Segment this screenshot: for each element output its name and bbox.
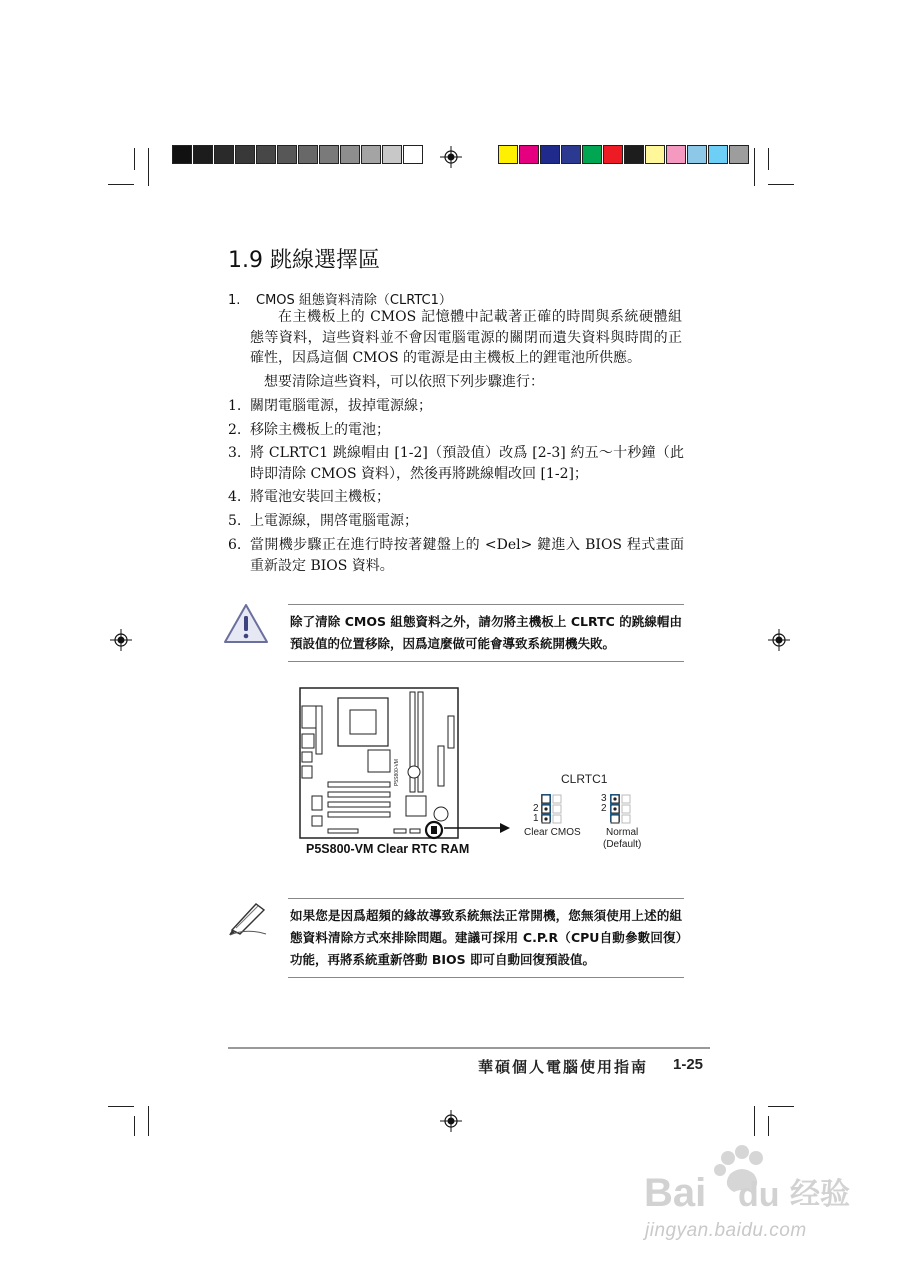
- step-item: [228, 487, 684, 508]
- step-item: [228, 443, 684, 484]
- svg-text:经验: 经验: [790, 1177, 850, 1212]
- pin-label: 1: [533, 813, 539, 824]
- jumper-pin-ghost: [622, 795, 630, 803]
- jumper-pin-ghost: [553, 815, 561, 823]
- swatch: [256, 145, 276, 164]
- step-item: [228, 396, 684, 417]
- crop-mark: [148, 1106, 149, 1136]
- footer-rule: [228, 1047, 710, 1049]
- gray-swatch-strip: [172, 145, 424, 164]
- pin-label: 3: [601, 793, 607, 804]
- step-text: 移除主機板上的電池；: [250, 422, 390, 438]
- jumper-pin: [542, 795, 550, 803]
- pci-slot: [328, 792, 390, 797]
- jumper-pin-ghost: [553, 795, 561, 803]
- step-text: 當開機步驟正在進行時按著鍵盤上的 <Del> 鍵進入 BIOS 程式畫面重新設定 BIOS 資料。: [250, 537, 684, 574]
- crop-mark: [754, 1106, 755, 1136]
- jumper-mini: [431, 826, 437, 834]
- crop-mark: [108, 1106, 134, 1107]
- jumper-pin-dot: [544, 817, 547, 820]
- swatch: [235, 145, 255, 164]
- battery: [434, 807, 448, 821]
- swatch: [382, 145, 402, 164]
- swatch: [708, 145, 728, 164]
- step-item: [228, 420, 684, 441]
- jumper-pin-dot: [613, 807, 616, 810]
- item-number: 1.: [228, 293, 241, 308]
- paragraph-text: 在主機板上的 CMOS 記憶體中記載著正確的時間與系統硬體組態等資料，這些資料並不會因電腦電源的關閉而遺失資料與時間的正確性，因爲這個 CMOS 的電源是由主機板上的鋰電池所供應。: [250, 309, 682, 366]
- board-mark-text: P5S800-VM: [394, 759, 400, 786]
- step-number: 5.: [228, 513, 242, 529]
- io-port: [302, 752, 312, 762]
- swatch: [666, 145, 686, 164]
- io-port: [302, 734, 314, 748]
- slot-bracket: [312, 816, 322, 826]
- registration-mark-icon: [440, 146, 462, 168]
- step-text: 關閉電腦電源，拔掉電源線；: [250, 398, 432, 414]
- section-title: 1.9 跳線選擇區: [228, 248, 380, 273]
- crop-mark: [768, 1106, 794, 1107]
- registration-mark-icon: [440, 1110, 462, 1132]
- step-item: [228, 511, 684, 532]
- pci-slot: [328, 812, 390, 817]
- pin-label: 2: [601, 803, 607, 814]
- paragraph-intro: [250, 307, 682, 369]
- swatch: [498, 145, 518, 164]
- swatch: [729, 145, 749, 164]
- warning-callout: [288, 604, 684, 662]
- slot-bracket: [312, 796, 322, 810]
- crop-mark: [768, 148, 769, 170]
- header: [410, 829, 420, 833]
- crop-mark: [768, 1116, 769, 1136]
- registration-mark-icon: [110, 629, 132, 651]
- battery: [408, 766, 420, 778]
- color-swatch-strip: [498, 145, 750, 164]
- crop-mark: [148, 148, 149, 186]
- swatch: [214, 145, 234, 164]
- swatch: [298, 145, 318, 164]
- crop-mark: [134, 1116, 135, 1136]
- footer-title: 華碩個人電腦使用指南: [478, 1058, 649, 1076]
- header: [394, 829, 406, 833]
- jumper-pin-ghost: [553, 805, 561, 813]
- ide-connector: [448, 716, 454, 748]
- swatch: [340, 145, 360, 164]
- step-number: 2.: [228, 422, 242, 438]
- swatch: [687, 145, 707, 164]
- jumper-title: CLRTC1: [561, 772, 608, 786]
- io-port: [316, 706, 322, 754]
- registration-mark-icon: [768, 629, 790, 651]
- paragraph-text: 想要清除這些資料，可以依照下列步驟進行：: [264, 374, 544, 390]
- step-text: 上電源線，開啓電腦電源；: [250, 513, 418, 529]
- swatch: [624, 145, 644, 164]
- swatch: [361, 145, 381, 164]
- pin-label: 2: [533, 803, 539, 814]
- crop-mark: [134, 148, 135, 170]
- warning-icon: [222, 602, 270, 646]
- clear-cmos-label: Clear CMOS: [524, 827, 581, 838]
- step-text: 將電池安裝回主機板；: [250, 489, 390, 505]
- crop-mark: [754, 148, 755, 186]
- cpu-core: [350, 710, 376, 734]
- jumper-pin: [611, 815, 619, 823]
- step-item: [228, 535, 684, 576]
- note-text: 如果您是因爲超頻的緣故導致系統無法正常開機，您無須使用上述的組態資料清除方式來排除問題。建議可採用 C.P.R（CPU自動參數回復）功能，再將系統重新啓動 BIOS 即可自動回復預設值。: [290, 908, 682, 967]
- step-number: 1.: [228, 398, 242, 414]
- header: [328, 829, 358, 833]
- paragraph-steps-intro: [250, 372, 682, 393]
- pointer-arrowhead: [500, 823, 510, 833]
- swatch: [582, 145, 602, 164]
- swatch: [193, 145, 213, 164]
- swatch: [645, 145, 665, 164]
- io-port: [302, 706, 316, 728]
- default-label: (Default): [603, 839, 642, 850]
- note-callout: [288, 898, 684, 978]
- swatch: [403, 145, 423, 164]
- watermark-url: jingyan.baidu.com: [645, 1220, 807, 1241]
- jumper-pin-dot: [544, 807, 547, 810]
- pci-slot: [328, 782, 390, 787]
- pci-slot: [328, 802, 390, 807]
- step-text: 將 CLRTC1 跳線帽由 [1-2]（預設值）改爲 [2-3] 約五～十秒鐘（此時即清除 CMOS 資料），然後再將跳線帽改回 [1-2]；: [250, 445, 684, 482]
- warning-text: 除了清除 CMOS 組態資料之外，請勿將主機板上 CLRTC 的跳線帽由預設值的位置移除，因爲這麼做可能會導致系統開機失敗。: [290, 614, 682, 651]
- southbridge: [406, 796, 426, 816]
- normal-label: Normal: [606, 827, 639, 838]
- jumper-pin-dot: [613, 797, 616, 800]
- step-number: 6.: [228, 537, 242, 553]
- swatch: [172, 145, 192, 164]
- swatch: [561, 145, 581, 164]
- svg-text:du: du: [738, 1176, 780, 1214]
- swatch: [319, 145, 339, 164]
- item-heading: [228, 289, 452, 308]
- svg-text:Bai: Bai: [644, 1171, 707, 1215]
- jumper-pin-ghost: [622, 815, 630, 823]
- page-number: 1-25: [673, 1056, 704, 1073]
- swatch: [519, 145, 539, 164]
- step-number: 3.: [228, 445, 242, 461]
- io-port: [302, 766, 312, 778]
- crop-mark: [768, 184, 794, 185]
- motherboard-diagram: [298, 686, 648, 856]
- item-heading-text: CMOS 組態資料清除（CLRTC1）: [256, 293, 452, 308]
- step-number: 4.: [228, 489, 242, 505]
- ide-connector: [438, 746, 444, 786]
- crop-mark: [108, 184, 134, 185]
- dimm-slot: [418, 692, 423, 792]
- diagram-caption: P5S800-VM Clear RTC RAM: [306, 842, 470, 856]
- swatch: [277, 145, 297, 164]
- jumper-pin-ghost: [622, 805, 630, 813]
- pen-note-icon: [226, 898, 270, 936]
- swatch: [603, 145, 623, 164]
- northbridge: [368, 750, 390, 772]
- swatch: [540, 145, 560, 164]
